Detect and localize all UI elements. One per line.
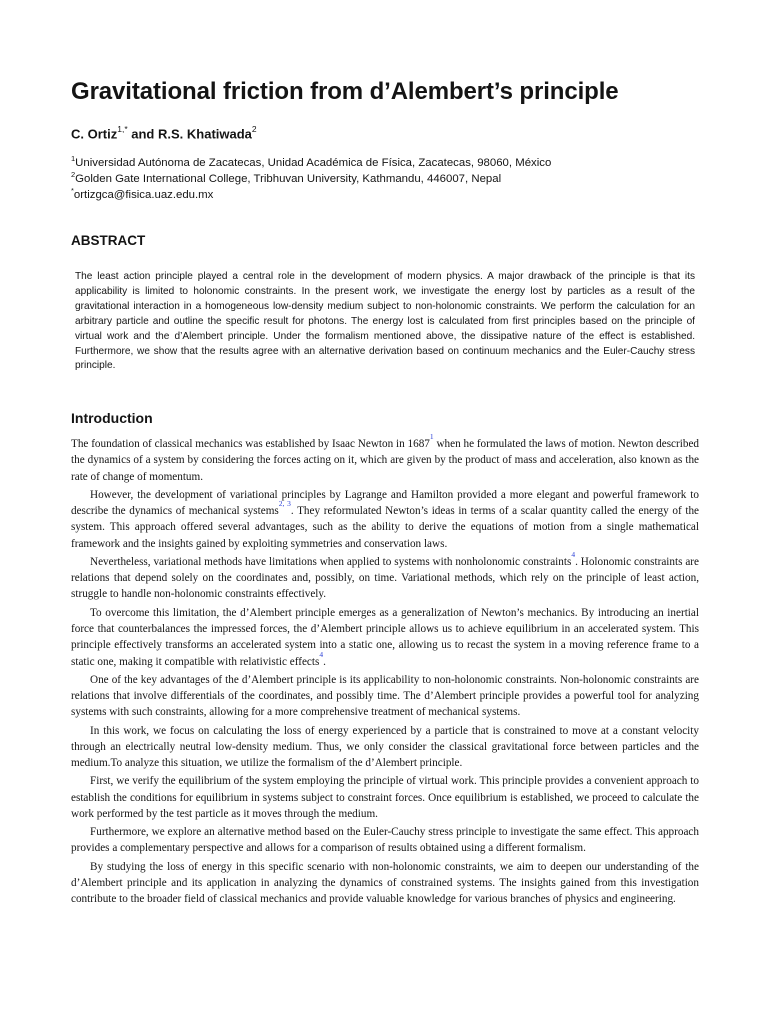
paragraph-text: However, the development of variational principles by Lagrange and Hamilton provided a more elegant and powerful framework to describe the dynamics of mechanical systems <box>71 488 699 518</box>
paragraph-text: . Holonomic constraints are relations that depend solely on the coordinates and, possibly, on time. Variational methods, which rely on the principle of least action, struggle to handle non-holonomic constraints effectively. <box>71 555 699 601</box>
author-name: R.S. Khatiwada <box>157 126 252 142</box>
introduction-heading: Introduction <box>71 410 153 426</box>
paragraph-text: . They reformulated Newton’s ideas in terms of a scalar quantity called the energy of the system. This approach offered several advantages, such as the ability to derive the equations of motion from a single mathematical framework and the insights gained by exploiting symmetries and conservation laws. <box>71 505 700 550</box>
affiliation-line <box>71 156 711 172</box>
affiliation-mark: 2 <box>71 170 76 179</box>
citation-link[interactable]: 4 <box>571 549 576 559</box>
paragraph: First, we verify the equilibrium of the system employing the principle of virtual work. This principle provides a convenient approach to establish the conditions for equilibrium in systems subject to constraint forces. Once equilibrium is established, we proceed to calculate the work performed by the test particle as it moves through the medium. <box>71 775 699 820</box>
paragraph <box>71 432 700 485</box>
author-affiliation-mark: 2 <box>251 124 257 134</box>
affiliation-line <box>71 172 711 188</box>
abstract-heading: ABSTRACT <box>71 233 146 248</box>
author-affiliation-mark: 1,* <box>117 124 128 134</box>
citation-link[interactable]: 1 <box>429 432 434 441</box>
paragraph: In this work, we focus on calculating the loss of energy experienced by a particle that is constrained to move at a constant velocity through an electrically neutral low-density medium. Thus, we only consider the classical gravitational force between particles and the medium.To analyze this situation, we utilize the formalism of the d’Alembert principle. <box>71 724 699 770</box>
paper-title: Gravitational friction from d’Alembert’s principle <box>71 78 619 105</box>
author-connector: and <box>127 126 158 142</box>
affiliation-mark: 1 <box>71 154 76 164</box>
introduction-body <box>71 432 700 909</box>
author-name: C. Ortiz <box>71 126 118 142</box>
citation-link[interactable]: 4 <box>319 649 324 659</box>
affiliation-text: Golden Gate International College, Tribhuvan University, Kathmandu, 446007, Nepal <box>75 172 502 185</box>
paragraph-text: . <box>323 655 326 668</box>
paragraph <box>71 549 699 603</box>
paragraph <box>71 605 699 670</box>
affiliations-block <box>71 156 711 203</box>
paragraph-text: Nevertheless, variational methods have limitations when applied to systems with nonholonomic constraints <box>90 555 572 568</box>
paragraph: By studying the loss of energy in this specific scenario with non-holonomic constraints, we aim to deepen our understanding of the d’Alembert principle and its application in analyzing the dynamics of constrained systems. The insights gained from this investigation contribute to the broader field of classical mechanics and provide valuable knowledge for various branches of physics and engineering. <box>71 860 699 906</box>
affiliation-text: Universidad Autónoma de Zacatecas, Unidad Académica de Física, Zacatecas, 98060, México <box>75 157 552 169</box>
corresponding-email-line <box>71 185 711 204</box>
corresponding-email: ortizgca@fisica.uaz.edu.mx <box>73 188 214 201</box>
author-line <box>71 120 257 144</box>
affiliation-mark: * <box>71 185 74 195</box>
abstract-text: The least action principle played a central role in the development of modern physics. A major drawback of the principle is that its applicability is limited to holonomic constraints. In the present work, we investigate the energy lost by particles as a result of the gravitational interaction in a homogeneous low-density medium subject to non-holonomic constraints. We perform the calculation for an arbitrary particle and outline the specific result for photons. The energy lost is calculated from first principles based on the principle of virtual work and the d’Alembert principle. Under the formalism mentioned above, the dissipative nature of the effect is established. Furthermore, we show that the results agree with an alternative derivation based on continuum mechanics and the Euler-Cauchy stress principle. <box>75 271 695 372</box>
paragraph: One of the key advantages of the d’Alembert principle is its applicability to non-holonomic constraints. Non-holonomic constraints are relations that involve differentials of the coordinates, and possibly time. The d’Alembert principle provides a powerful tool for analyzing systems with such constraints, allowing for a more comprehensive treatment of mechanical systems. <box>71 673 699 719</box>
citation-link[interactable]: 2, 3 <box>278 499 291 509</box>
paragraph-text: when he formulated the laws of motion. Newton described the dynamics of a system by considering the forces acting on it, which are given by the product of mass and acceleration, also known as the rate of change of momentum. <box>71 438 700 483</box>
paragraph-text: The foundation of classical mechanics was established by Isaac Newton in 1687 <box>71 438 430 450</box>
paragraph <box>71 487 699 552</box>
paragraph-text: To overcome this limitation, the d’Alembert principle emerges as a generalization of Newton’s mechanics. By introducing an inertial force that counterbalances the impressed forces, the d’Alembert principle allows us to achieve equilibrium in an accelerated system. This principle effectively transforms an accelerated system into a static one, allowing us to recast the system in a moving reference frame to a static one, making it compatible with relativistic effects <box>71 606 699 668</box>
paragraph: Furthermore, we explore an alternative method based on the Euler-Cauchy stress principle to investigate the same effect. This approach provides a complementary perspective and allows for a comparison of results obtained using a different formalism. <box>71 826 699 855</box>
